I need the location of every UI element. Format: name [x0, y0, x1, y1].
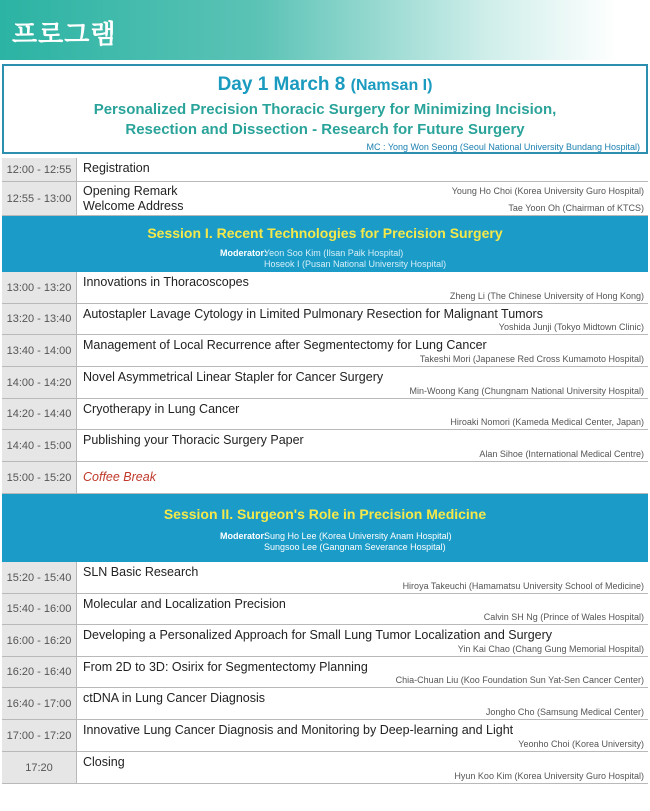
session-1-title: Session I. Recent Technologies for Precision Surgery — [147, 225, 503, 241]
row-speaker: Hiroaki Nomori (Kameda Medical Center, Japan) — [450, 417, 644, 427]
row-time: 16:40 - 17:00 — [2, 688, 77, 719]
moderator-label: Moderator: — [220, 531, 267, 541]
program-subtitle — [4, 100, 646, 140]
row-speaker: Hiroya Takeuchi (Hamamatsu University School of Medicine) — [402, 581, 644, 591]
row-time: 15:00 - 15:20 — [2, 462, 77, 493]
row-title: Developing a Personalized Approach for Small Lung Tumor Localization and Surgery — [83, 628, 553, 642]
row-speaker: Zheng Li (The Chinese University of Hong Kong) — [449, 291, 644, 301]
day-date: Day 1 March 8 — [217, 74, 346, 95]
row-speaker: Takeshi Mori (Japanese Red Cross Kumamoto Hospital) — [419, 354, 644, 364]
schedule-row — [2, 562, 648, 594]
subtitle-line-2: Resection and Dissection - Research for Future Surgery — [125, 121, 525, 138]
row-title: Cryotherapy in Lung Cancer — [83, 402, 240, 416]
session-2-title: Session II. Surgeon's Role in Precision Medicine — [163, 506, 487, 522]
row-time: 14:20 - 14:40 — [2, 399, 77, 429]
moderator-name: Sung Ho Lee (Korea University Anam Hospital) — [264, 531, 452, 541]
row-speaker: Young Ho Choi (Korea University Guro Hospital) — [451, 186, 644, 196]
schedule-row — [2, 367, 648, 399]
row-title: Molecular and Localization Precision — [83, 597, 286, 611]
row-title: Autostapler Lavage Cytology in Limited Pulmonary Resection for Malignant Tumors — [83, 307, 543, 321]
row-speaker: Yoshida Junji (Tokyo Midtown Clinic) — [498, 322, 644, 332]
schedule-row — [2, 594, 648, 625]
row-title: Novel Asymmetrical Linear Stapler for Cancer Surgery — [83, 370, 384, 384]
schedule-row — [2, 399, 648, 430]
row-title: SLN Basic Research — [83, 565, 199, 579]
row-title: Innovations in Thoracoscopes — [83, 275, 249, 289]
moderator-label: Moderator: — [220, 248, 267, 258]
row-speaker: Calvin SH Ng (Prince of Wales Hospital) — [483, 612, 644, 622]
row-title: Closing — [83, 755, 125, 769]
row-time: 13:00 - 13:20 — [2, 272, 77, 303]
row-speaker-2: Tae Yoon Oh (Chairman of KTCS) — [508, 203, 644, 213]
row-time: 13:40 - 14:00 — [2, 335, 77, 366]
row-title: Innovative Lung Cancer Diagnosis and Monitoring by Deep-learning and Light — [83, 723, 514, 737]
schedule-row — [2, 272, 648, 304]
schedule-row — [2, 335, 648, 367]
schedule-row — [2, 657, 648, 688]
row-time: 12:00 - 12:55 — [2, 158, 77, 181]
row-time: 17:20 — [2, 752, 77, 783]
moderator-name: Yeon Soo Kim (Ilsan Paik Hospital) — [264, 248, 404, 258]
day-venue: (Namsan I) — [350, 77, 433, 94]
schedule-row — [2, 304, 648, 335]
session-1-header — [2, 216, 648, 272]
row-time: 15:40 - 16:00 — [2, 594, 77, 624]
day-header — [2, 64, 648, 154]
row-time: 12:55 - 13:00 — [2, 182, 77, 215]
subtitle-line-1: Personalized Precision Thoracic Surgery for Minimizing Incision, — [93, 101, 557, 118]
row-title: ctDNA in Lung Cancer Diagnosis — [83, 691, 266, 705]
row-title: Opening Remark — [83, 184, 178, 198]
row-speaker: Jongho Cho (Samsung Medical Center) — [485, 707, 644, 717]
session-2-header — [2, 494, 648, 562]
schedule-row — [2, 182, 648, 216]
moderator-name: Hoseok I (Pusan National University Hospital) — [264, 259, 447, 269]
row-title: Registration — [83, 161, 150, 175]
row-title: Management of Local Recurrence after Segmentectomy for Lung Cancer — [83, 338, 487, 352]
row-speaker: Alan Sihoe (International Medical Centre) — [479, 449, 644, 459]
schedule-row — [2, 158, 648, 182]
row-time: 13:20 - 13:40 — [2, 304, 77, 334]
day-title — [4, 74, 646, 96]
row-time: 14:40 - 15:00 — [2, 430, 77, 461]
coffee-break-label: Coffee Break — [83, 470, 156, 484]
moderator-name: Sungsoo Lee (Gangnam Severance Hospital) — [264, 542, 446, 552]
banner-title: 프로그램 — [12, 19, 117, 49]
schedule-row — [2, 430, 648, 462]
row-speaker: Hyun Koo Kim (Korea University Guro Hospital) — [454, 771, 644, 781]
row-time: 17:00 - 17:20 — [2, 720, 77, 751]
row-title: Publishing your Thoracic Surgery Paper — [83, 433, 304, 447]
program-table — [0, 64, 650, 809]
mc-label: MC : Yong Won Seong (Seoul National University Bundang Hospital) — [366, 142, 640, 152]
row-speaker: Yin Kai Chao (Chang Gung Memorial Hospital) — [457, 644, 644, 654]
row-speaker: Min-Woong Kang (Chungnam National University Hospital) — [409, 386, 644, 396]
row-speaker: Yeonho Choi (Korea University) — [518, 739, 644, 749]
coffee-break-row — [2, 462, 648, 494]
schedule-row — [2, 688, 648, 720]
row-title-2: Welcome Address — [83, 199, 184, 213]
row-title: From 2D to 3D: Osirix for Segmentectomy Planning — [83, 660, 368, 674]
schedule-row — [2, 720, 648, 752]
row-time: 15:20 - 15:40 — [2, 562, 77, 593]
schedule-row — [2, 625, 648, 657]
row-time: 16:20 - 16:40 — [2, 657, 77, 687]
row-speaker: Chia-Chuan Liu (Koo Foundation Sun Yat-Sen Cancer Center) — [395, 675, 644, 685]
schedule-row — [2, 752, 648, 784]
row-time: 14:00 - 14:20 — [2, 367, 77, 398]
row-time: 16:00 - 16:20 — [2, 625, 77, 656]
program-banner — [0, 0, 650, 60]
